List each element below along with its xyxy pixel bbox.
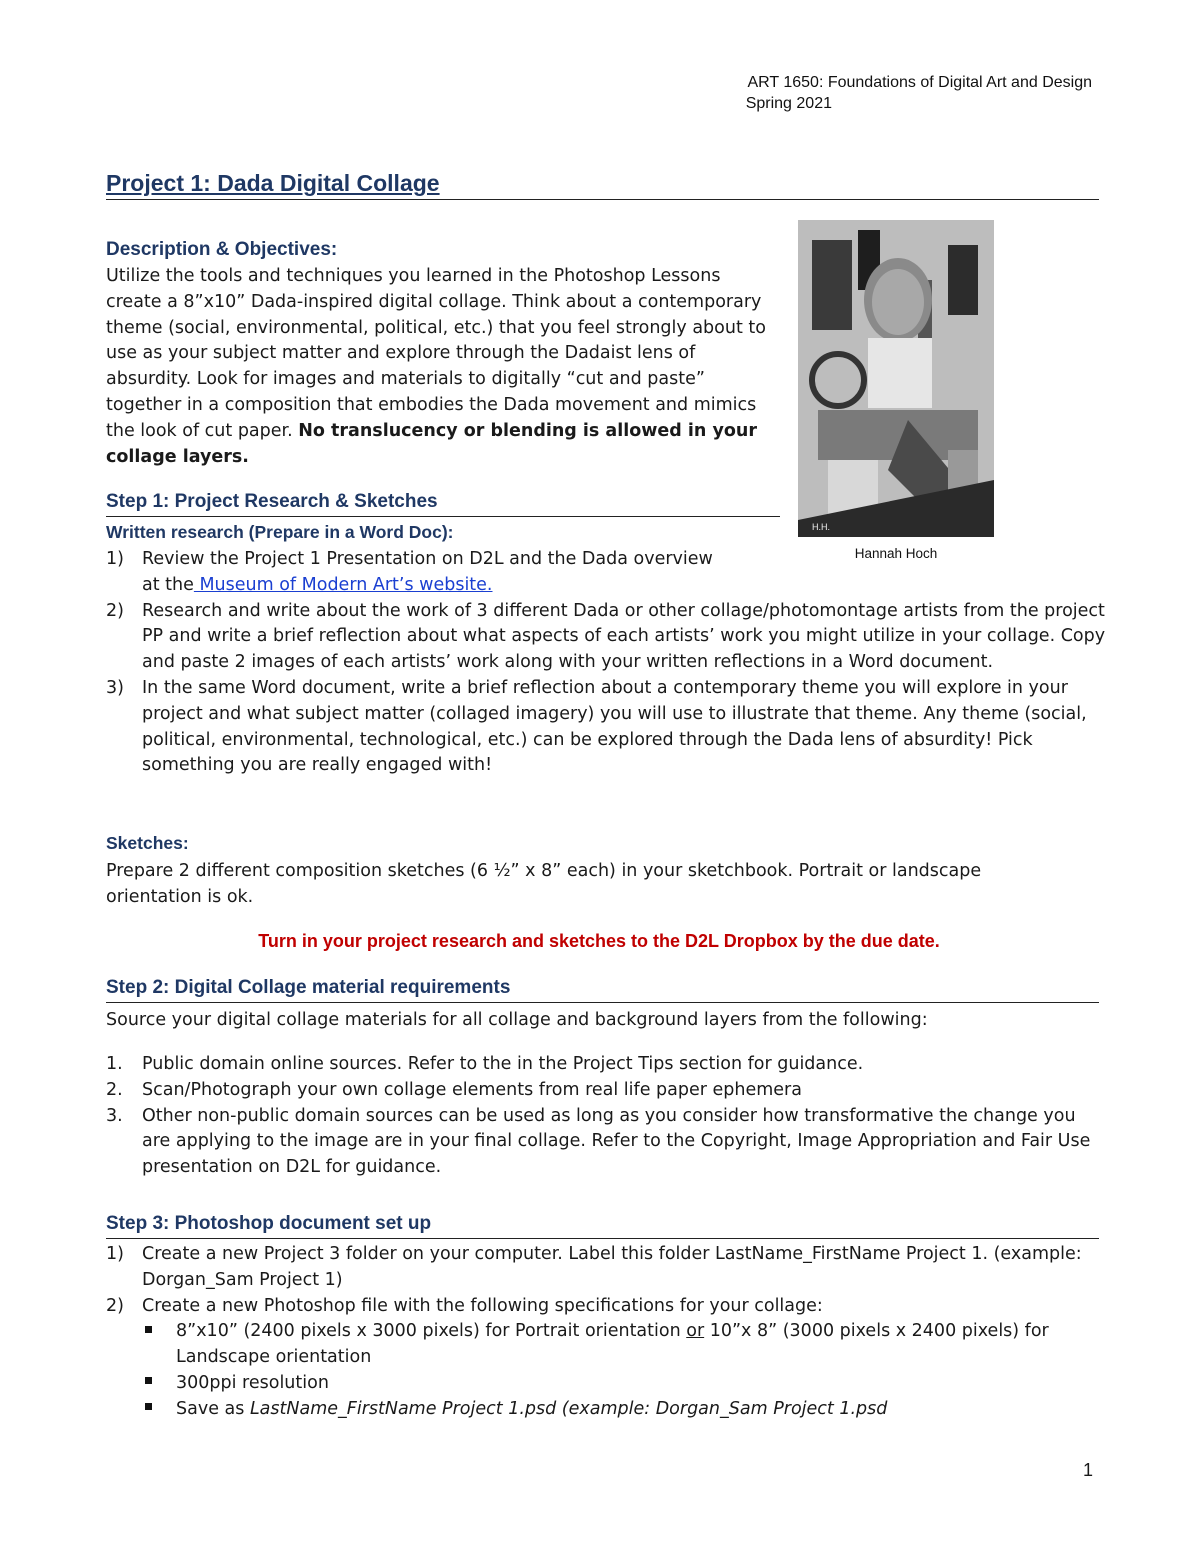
written-research-heading: Written research (Prepare in a Word Doc): bbox=[106, 522, 454, 542]
list-text: Create a new Project 3 folder on your computer. Label this folder LastName_FirstName Project 1. (example: Dorgan_Sam Project 1) bbox=[142, 1244, 1082, 1290]
description-text: Utilize the tools and techniques you learned in the Photoshop Lessons create a 8”x10” Dada-inspired digital collage. Think about a contemporary theme (social, environmental, political, etc.) that you feel strongly about to use as your subject matter and explore through the Dadaist lens of absurdity. Look for images and materials to digitally “cut and paste” together in a composition that embodies the Dada movement and mimics the look of cut paper. bbox=[106, 266, 766, 441]
list-number: 2. bbox=[106, 1079, 123, 1100]
description-bold-note: No translucency or blending is allowed in your collage layers. bbox=[106, 420, 757, 467]
step2-intro: Source your digital collage materials for all collage and background layers from the following: bbox=[106, 1010, 928, 1030]
bullet-text: Save as bbox=[176, 1398, 250, 1419]
list-number: 1. bbox=[106, 1054, 123, 1074]
bullet-text: 300ppi resolution bbox=[176, 1372, 329, 1393]
collage-illustration bbox=[798, 220, 994, 537]
list-number: 3) bbox=[106, 677, 124, 698]
bullet-square-icon bbox=[142, 1371, 176, 1397]
list-item bbox=[106, 547, 1106, 599]
turn-in-notice: Turn in your project research and sketches to the D2L Dropbox by the due date. bbox=[258, 931, 940, 951]
page-number: 1 bbox=[1082, 1460, 1093, 1480]
step2-list bbox=[106, 1052, 1106, 1181]
course-title: ART 1650: Foundations of Digital Art and Design bbox=[747, 74, 1092, 91]
list-text: Other non-public domain sources can be used as long as you consider how transformative the change you are applying to the image are in your final collage. Refer to the Copyright, Image Appropriation and Fair Use presentation on D2L for guidance. bbox=[142, 1105, 1091, 1178]
semester: Spring 2021 bbox=[745, 95, 832, 112]
list-item bbox=[106, 676, 1106, 779]
step3-list bbox=[106, 1242, 1106, 1423]
bullet-square-icon bbox=[142, 1397, 176, 1423]
list-text: In the same Word document, write a brief reflection about a contemporary theme you will explore in your project and what subject matter (collaged imagery) you will use to illustrate that theme. Any theme (social, political, environmental, technological, etc.) can be explored through the Dada lens of absurdity! Pick something you are really engaged with! bbox=[142, 677, 1087, 776]
bullet-square-icon bbox=[142, 1319, 176, 1371]
sketches-text: Prepare 2 different composition sketches (6 ½” x 8” each) in your sketchbook. Portrait or landscape orientation is ok. bbox=[106, 861, 982, 907]
bullet-text: 10”x 8” (3000 pixels x 2400 pixels) for Landscape orientation bbox=[176, 1321, 1049, 1368]
list-number: 3. bbox=[106, 1105, 123, 1126]
description-body bbox=[106, 264, 776, 470]
list-text: Scan/Photograph your own collage elements from real life paper ephemera bbox=[142, 1079, 802, 1100]
step3-heading bbox=[106, 1213, 1099, 1239]
step1-heading bbox=[106, 491, 780, 517]
description-heading: Description & Objectives: bbox=[106, 239, 338, 260]
list-item bbox=[106, 1078, 1106, 1104]
step3-heading-text: Step 3: Photoshop document set up bbox=[106, 1213, 432, 1234]
bullet-text-italic: LastName_FirstName Project 1.psd (example: Dorgan_Sam Project 1.psd bbox=[249, 1398, 888, 1419]
step1-list bbox=[106, 547, 1106, 779]
step2-heading bbox=[106, 977, 1099, 1003]
list-item bbox=[106, 1294, 1106, 1320]
list-text: Research and write about the work of 3 different Dada or other collage/photomontage artists from the project PP and write a brief reflection about what aspects of each artists’ work you might utilize in your collage. Copy and paste 2 images of each artists’ work along with your written reflections in a Word document. bbox=[142, 600, 1106, 673]
list-item bbox=[106, 1104, 1106, 1181]
bullet-item bbox=[142, 1397, 1106, 1423]
monogram: H.H. bbox=[812, 522, 830, 532]
step1-heading-text: Step 1: Project Research & Sketches bbox=[106, 491, 438, 512]
course-header bbox=[746, 74, 1092, 113]
list-number: 1) bbox=[106, 549, 124, 569]
list-item bbox=[106, 1052, 1106, 1078]
image-caption: Hannah Hoch bbox=[854, 546, 938, 561]
list-text: Review the Project 1 Presentation on D2L and the Dada overview bbox=[142, 549, 713, 569]
bullet-text-or: or bbox=[686, 1321, 705, 1342]
hannah-hoch-collage-image bbox=[798, 220, 994, 537]
list-text: Create a new Photoshop file with the following specifications for your collage: bbox=[142, 1295, 823, 1316]
list-number: 2) bbox=[106, 600, 124, 621]
step2-heading-text: Step 2: Digital Collage material requirements bbox=[106, 977, 511, 998]
bullet-text: 8”x10” (2400 pixels x 3000 pixels) for Portrait orientation bbox=[176, 1321, 687, 1342]
moma-link[interactable]: Museum of Modern Art’s website. bbox=[193, 574, 493, 595]
list-item bbox=[106, 1242, 1106, 1294]
sketches-heading: Sketches: bbox=[106, 833, 189, 853]
list-number: 1) bbox=[106, 1244, 124, 1264]
list-text: Public domain online sources. Refer to the in the Project Tips section for guidance. bbox=[142, 1054, 864, 1074]
list-number: 2) bbox=[106, 1295, 124, 1316]
list-text: at the bbox=[142, 574, 194, 595]
bullet-item bbox=[142, 1319, 1106, 1371]
page-title: Project 1: Dada Digital Collage bbox=[106, 170, 1099, 200]
bullet-item bbox=[142, 1371, 1106, 1397]
list-item bbox=[106, 599, 1106, 676]
